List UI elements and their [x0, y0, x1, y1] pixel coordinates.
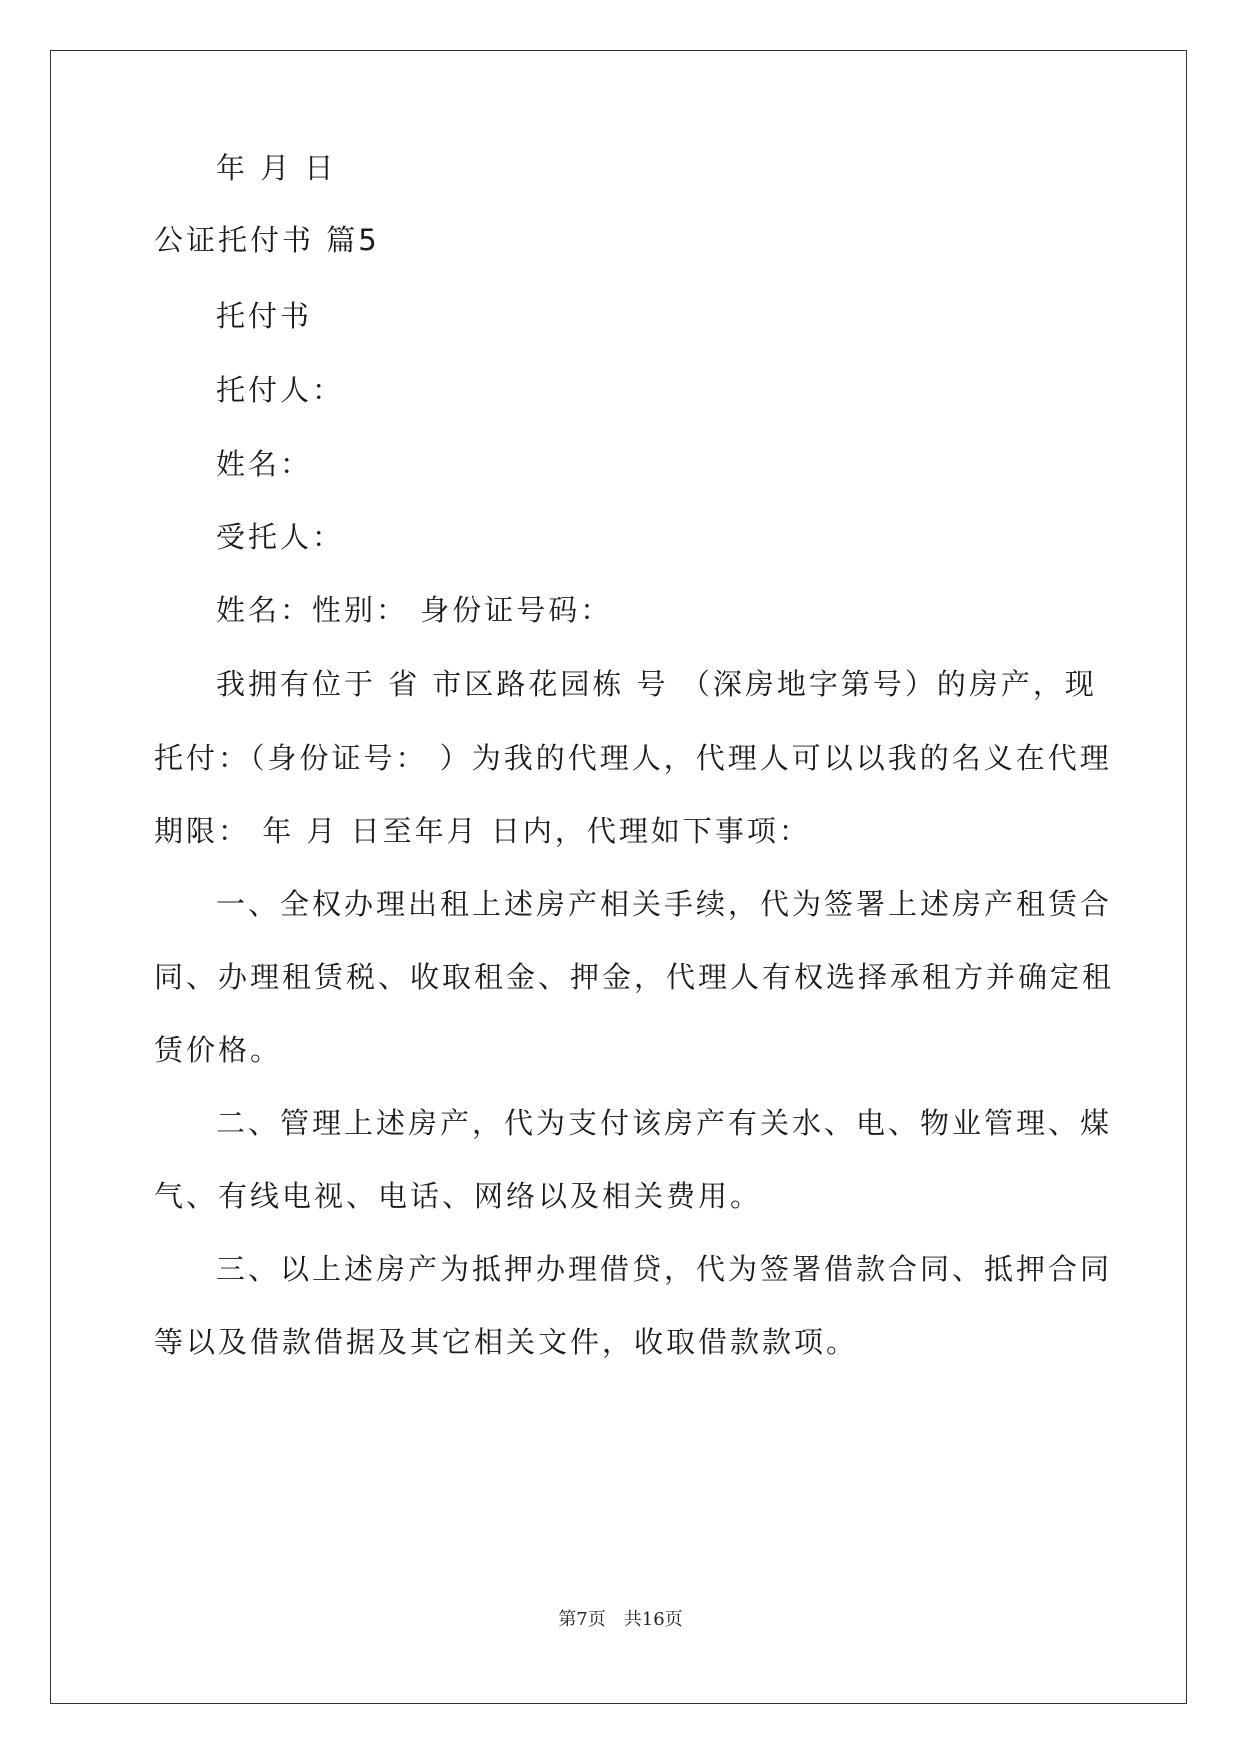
paragraph-line: 赁价格。 — [154, 1033, 283, 1067]
page-number: 第7页 共16页 — [558, 1609, 683, 1630]
paragraph-line: 气、有线电视、电话、网络以及相关费用。 — [154, 1179, 763, 1213]
paragraph-line: 等以及借款借据及其它相关文件，收取借款款项。 — [154, 1325, 859, 1359]
paragraph-line: 三、以上述房产为抵押办理借贷，代为签署借款合同、抵押合同 — [216, 1252, 1113, 1286]
document-title: 托付书 — [216, 299, 313, 333]
agent-label: 受托人： — [216, 520, 345, 554]
agent-details-line: 姓名：性别： 身份证号码： — [216, 593, 613, 627]
paragraph-line: 托付：（身份证号： ）为我的代理人，代理人可以以我的名义在代理 — [154, 741, 1112, 775]
paragraph-line: 一、全权办理出租上述房产相关手续，代为签署上述房产租赁合 — [216, 887, 1113, 921]
paragraph-line: 同、办理租赁税、收取租金、押金，代理人有权选择承租方并确定租 — [154, 960, 1115, 994]
principal-name-label: 姓名： — [216, 447, 313, 481]
date-line: 年 月 日 — [216, 151, 337, 185]
paragraph-line: 我拥有位于 省 市区路花园栋 号 （深房地字第号）的房产，现 — [216, 667, 1097, 701]
paragraph-line: 二、管理上述房产，代为支付该房产有关水、电、物业管理、煤 — [216, 1106, 1113, 1140]
section-heading: 公证托付书 篇5 — [154, 223, 380, 257]
paragraph-line: 期限： 年 月 日至年月 日内，代理如下事项： — [154, 814, 811, 848]
principal-label: 托付人： — [216, 373, 345, 407]
